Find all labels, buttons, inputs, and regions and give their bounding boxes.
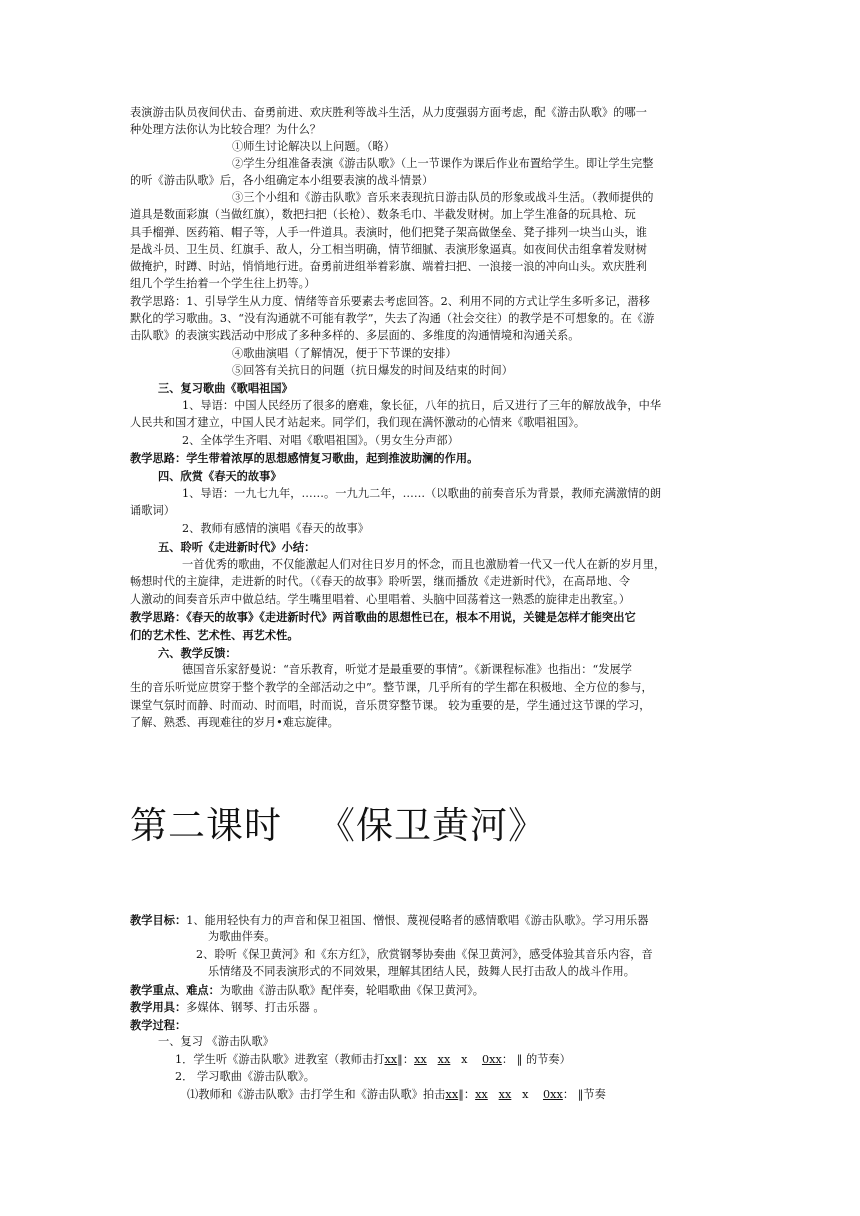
text-line: 默化的学习歌曲。3、“没有沟通就不可能有教学”，失去了沟通（社会交往）的教学是不可想象的。在《游 [130, 312, 655, 325]
text-line: ②学生分组准备表演《游击队歌》（上一节课作为课后作业布置给学生。即让学生完整 [232, 157, 654, 170]
text-span: ⑴教师和《游击队歌》击打学生和《游击队歌》拍击 [187, 1088, 446, 1101]
text-span: 1．学生听《游击队歌》进教室（教师击打 [175, 1053, 385, 1066]
rhythm-note: x [461, 1053, 468, 1066]
text-line: ⑤回答有关抗日的问题（抗日爆发的时间及结束的时间） [232, 364, 513, 377]
goal-text: 1、能用轻快有力的声音和保卫祖国、憎恨、蔑视侵略者的感情歌唱《游击队歌》。学习用乐器 [186, 914, 649, 927]
text-line: ④歌曲演唱（了解情况，便于下节课的安排） [232, 347, 457, 360]
key-label: 教学重点、难点： [130, 983, 220, 997]
text-line: 诵歌词） [130, 504, 175, 517]
text-span: ‖ 的节奏） [516, 1053, 571, 1066]
text-line: 生的音乐听觉应贯穿于整个教学的全部活动之中”。整节课，几乎所有的学生都在积极地、全方位的参与， [130, 681, 653, 694]
section-heading: 五、聆听《走进新时代》小结： [158, 540, 316, 554]
goal-line [130, 912, 649, 930]
text-span: ： [562, 1088, 575, 1101]
key-text: 为歌曲《游击队歌》配伴奏，轮唱歌曲《保卫黄河》。 [219, 984, 485, 997]
text-line: 畅想时代的主旋律，走进新的时代。（《春天的故事》聆听罢，继而播放《走进新时代》，在高昂地、令 [130, 575, 631, 588]
teaching-idea: 教学思路：《春天的故事》《走进新时代》两首歌曲的思想性已在，根本不用说，关键是怎样才能突出它 [130, 610, 636, 624]
text-span: ： [501, 1053, 514, 1066]
rhythm-note: xx [475, 1088, 488, 1101]
text-line: 人民共和国才建立，中国人民才站起来。同学们，我们现在满怀激动的心情来《歌唱祖国》。 [130, 416, 586, 429]
rhythm-note: 0xx [481, 1053, 502, 1066]
text-line: 的听《游击队歌》后，各小组确定本小组要表演的战斗情景） [130, 174, 434, 187]
text-line: 道具是数面彩旗（当做红旗），数把扫把（长枪）、数条毛巾、半截发财树。加上学生准备的玩具枪、玩 [130, 208, 636, 221]
rhythm-note: xx [498, 1088, 512, 1101]
text-line: 一、复习 《游击队歌》 [158, 1035, 274, 1048]
tools-line [130, 999, 325, 1017]
text-line: 为歌曲伴奏。 [208, 930, 276, 943]
rhythm-note: xx [437, 1053, 451, 1066]
rhythm-note: xx [414, 1053, 427, 1066]
text-span: ‖节奏 [577, 1088, 606, 1101]
text-line: ①师生讨论解决以上问题。（略） [232, 140, 395, 153]
lesson-number: 第二课时 [130, 804, 282, 847]
teaching-idea: 教学思路：学生带着浓厚的思想感情复习歌曲，起到推波助澜的作用。 [130, 451, 479, 465]
lesson-heading [130, 800, 546, 852]
section-heading: 六、教学反馈： [158, 646, 237, 660]
text-line: 人激动的间奏音乐声中做总结。学生嘴里唱着、心里唱着、头脑中回荡着这一熟悉的旋律走出教室。） [130, 593, 631, 606]
section-heading: 三、复习歌曲《歌唱祖国》 [158, 381, 293, 395]
text-line: 组几个学生抬着一个学生往上扔等。） [130, 277, 316, 290]
text-line: 教学思路：1、引导学生从力度、情绪等音乐要素去考虑回答。2、利用不同的方式让学生多听多记，潜移 [130, 295, 651, 308]
text-line: 2． 学习歌曲《游击队歌》。 [175, 1070, 316, 1083]
goal-label: 教学目标： [130, 913, 187, 927]
lesson-title: 《保卫黄河》 [318, 804, 546, 847]
text-line: 课堂气氛时而静、时而动、时而唱，时而说，音乐贯穿整节课。 较为重要的是，学生通过这节课的学习， [130, 699, 651, 712]
text-line: 种处理方法你认为比较合理？为什么？ [130, 123, 322, 136]
rhythm-note: x [522, 1088, 529, 1101]
text-line: 1、导语：中国人民经历了很多的磨难，象长征，八年的抗日，后又进行了三年的解放战争，中华 [182, 399, 662, 412]
text-line: 2、教师有感情的演唱《春天的故事》 [182, 522, 369, 535]
text-line: 2、全体学生齐唱、对唱《歌唱祖国》。（男女生分声部） [182, 434, 459, 447]
rhythm-note: xx [384, 1053, 398, 1066]
text-line: 了解、熟悉、再现难往的岁月•难忘旋律。 [130, 716, 339, 729]
text-line: 具手榴弹、医药箱、帽子等，人手一件道具。表演时，他们把凳子架高做堡垒、凳子排列一块当山头，谁 [130, 226, 647, 239]
rhythm-line [175, 1052, 571, 1069]
text-line: 是战斗员、卫生员、红旗手、敌人，分工相当明确，情节细腻、表演形象逼真。如夜间伏击组拿着发财树 [130, 243, 647, 256]
text-line: 德国音乐家舒曼说：“音乐教育，听觉才是最重要的事情”。《新课程标准》也指出：“发展学 [182, 663, 632, 676]
rhythm-note: 0xx [542, 1088, 563, 1101]
text-line: 表演游击队员夜间伏击、奋勇前进、欢庆胜利等战斗生活，从力度强弱方面考虑，配《游击队歌》的哪一 [130, 106, 647, 119]
rhythm-line [187, 1087, 606, 1104]
text-line: 2、聆听《保卫黄河》和《东方红》，欣赏钢琴协奏曲《保卫黄河》，感受体验其音乐内容，音 [196, 948, 653, 961]
section-heading: 四、欣赏《春天的故事》 [158, 469, 282, 483]
process-label: 教学过程： [130, 1018, 187, 1032]
rhythm-barline: ‖： [397, 1053, 415, 1066]
key-points-line [130, 982, 484, 1000]
teaching-idea: 们的艺术性、艺术性、再艺术性。 [130, 628, 299, 642]
rhythm-note: xx [445, 1088, 459, 1101]
text-line: 击队歌》的表演实践活动中形成了多种多样的、多层面的、多维度的沟通情境和沟通关系。 [130, 329, 580, 342]
text-line: 做掩护，时蹲、时站，悄悄地行进。奋勇前进组举着彩旗、端着扫把、一浪接一浪的冲向山头。欢庆胜利 [130, 260, 647, 273]
text-line: ③三个小组和《游击队歌》音乐来表现抗日游击队员的形象或战斗生活。（教师提供的 [232, 191, 654, 204]
tools-label: 教学用具： [130, 1000, 187, 1014]
rhythm-barline: ‖： [458, 1088, 476, 1101]
text-line: 1、导语：一九七九年，……。一九九二年，……（以歌曲的前奏音乐为背景，教师充满激情的朗 [182, 487, 662, 500]
text-line: 一首优秀的歌曲，不仅能激起人们对往日岁月的怀念，而且也激励着一代又一代人在新的岁月里， [182, 558, 666, 571]
text-line: 乐情绪及不同表演形式的不同效果，理解其团结人民，鼓舞人民打击敌人的战斗作用。 [208, 965, 636, 978]
tools-text: 多媒体、钢琴、打击乐器 。 [186, 1001, 325, 1014]
